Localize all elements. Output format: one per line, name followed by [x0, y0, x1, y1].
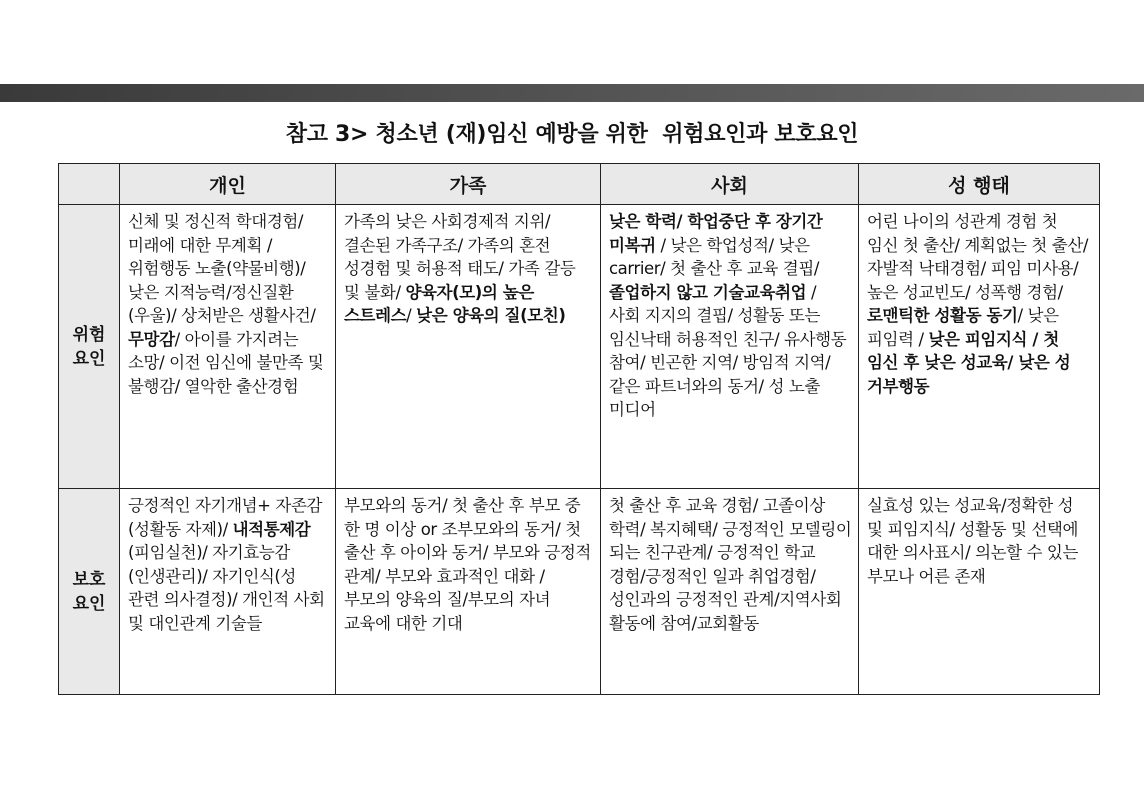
protect-family-cell: [336, 489, 601, 695]
protect-sexual-behavior-cell: [859, 489, 1100, 695]
cell-text: 가족의 낮은 사회경제적 지위/ 결손된 가족구조/ 가족의 혼전 성경험 및 허용적 태도/ 가족 갈등 및 불화/: [344, 212, 576, 302]
cell-text-bold: 로맨틱한 성활동 동기: [867, 306, 1018, 325]
cell-text: 부모와의 동거/ 첫 출산 후 부모 중 한 명 이상 or 조부모와의 동거/ 첫 출산 후 아이와 동거/ 부모와 긍정적 관계/ 부모와 효과적인 대화 / 부모의 양육의 질/부모의 자녀 교육에 대한 기대: [344, 496, 591, 633]
protect-individual-cell: [120, 489, 336, 695]
top-decorative-bar: [0, 84, 1144, 102]
cell-text: / 낮은 학업성적/ 낮은 carrier/ 첫 출산 후 교육 결핍/: [609, 235, 820, 278]
cell-text: / 유사행동 참여/ 빈곤한 지역/ 방임적 지역/ 같은 파트너와의 동거/ 성 노출 미디어: [609, 329, 847, 419]
cell-text: (피임실천)/ 자기효능감(인생관리)/ 자기인식(성 관련 의사결정)/ 개인적 사회 및 대인관계 기술들: [128, 543, 325, 633]
cell-text: 실효성 있는 성교육/정확한 성 및 피임지식/ 성활동 및 선택에 대한 의사표시/ 의논할 수 있는 부모나 어른 존재: [867, 496, 1079, 586]
risk-society-cell: [601, 205, 859, 489]
table-row-protective-factors: [59, 489, 1100, 695]
row-label-protect-line2: 요인: [72, 593, 106, 614]
cell-text-bold: 낮은 학력/ 학업중단 후 장기간 미복귀: [609, 212, 823, 255]
cell-text-bold: 무망감: [128, 329, 175, 349]
cell-text: 어린 나이의 성관계 경험 첫 임신 첫 출산/ 계획없는 첫 출산/ 자발적 낙태경험/ 피임 미사용/ 높은 성교빈도/ 성폭행 경험/: [867, 212, 1089, 302]
cell-text: /: [406, 306, 417, 325]
cell-text: / 사회 지지의 결핍/ 성활동 또는 임신낙태 허용적인 친구: [609, 282, 821, 349]
cell-text-bold: 낮은 피임지식 / 첫 임신 후 낮은 성교육/ 낮은 성 거부행동: [867, 329, 1071, 396]
table-row-risk-factors: [59, 205, 1100, 489]
header-family: 가족: [336, 164, 601, 205]
row-label-risk-line2: 요인: [72, 348, 106, 369]
cell-text: 신체 및 정신적 학대경험/ 미래에 대한 무계획 / 위험행동 노출(약물비행)/ 낮은 지적능력/정신질환(우울)/ 상처받은 생활사건/: [128, 212, 316, 325]
risk-sexual-behavior-cell: [859, 205, 1100, 489]
header-individual: 개인: [120, 164, 336, 205]
cell-text-bold: 내적통제감: [232, 519, 311, 539]
header-sexual-behavior: 성 행태: [859, 164, 1100, 205]
header-society: 사회: [601, 164, 859, 205]
cell-text-bold: 낮은 양육의 질(모친): [416, 306, 566, 325]
risk-family-cell: [336, 205, 601, 489]
risk-individual-cell: [120, 205, 336, 489]
page-title: 참고 3> 청소년 (재)임신 예방을 위한 위험요인과 보호요인: [285, 122, 859, 147]
row-label-protect-line1: 보호: [72, 569, 106, 590]
row-label-protect: [59, 489, 120, 695]
cell-text-bold: 졸업하지 않고 기술교육취업: [609, 282, 807, 302]
cell-text: 긍정적인 자기개념+ 자존감(성활동 자제)/: [128, 496, 323, 539]
risk-protective-factors-table: [58, 163, 1100, 695]
row-label-risk: [59, 205, 120, 489]
row-label-risk-line1: 위험: [72, 324, 106, 345]
header-row: [59, 164, 1100, 205]
cell-text: / 낮은 피임력 /: [867, 306, 1059, 349]
cell-text-bold: 양육자(모)의 높은 스트레스: [344, 282, 534, 325]
cell-text: 첫 출산 후 교육 경험/ 고졸이상 학력/ 복지혜택/ 긍정적인 모델링이 되는 친구관계/ 긍정적인 학교 경험/긍정적인 일과 취업경험/성인과의 긍정적인 관계/지역사회 활동에 참여/교회활동: [609, 496, 852, 633]
protect-society-cell: [601, 489, 859, 695]
header-corner: [59, 164, 120, 205]
cell-text: / 아이를 가지려는 소망/ 이전 임신에 불만족 및 불행감/ 열악한 출산경험: [128, 329, 324, 396]
